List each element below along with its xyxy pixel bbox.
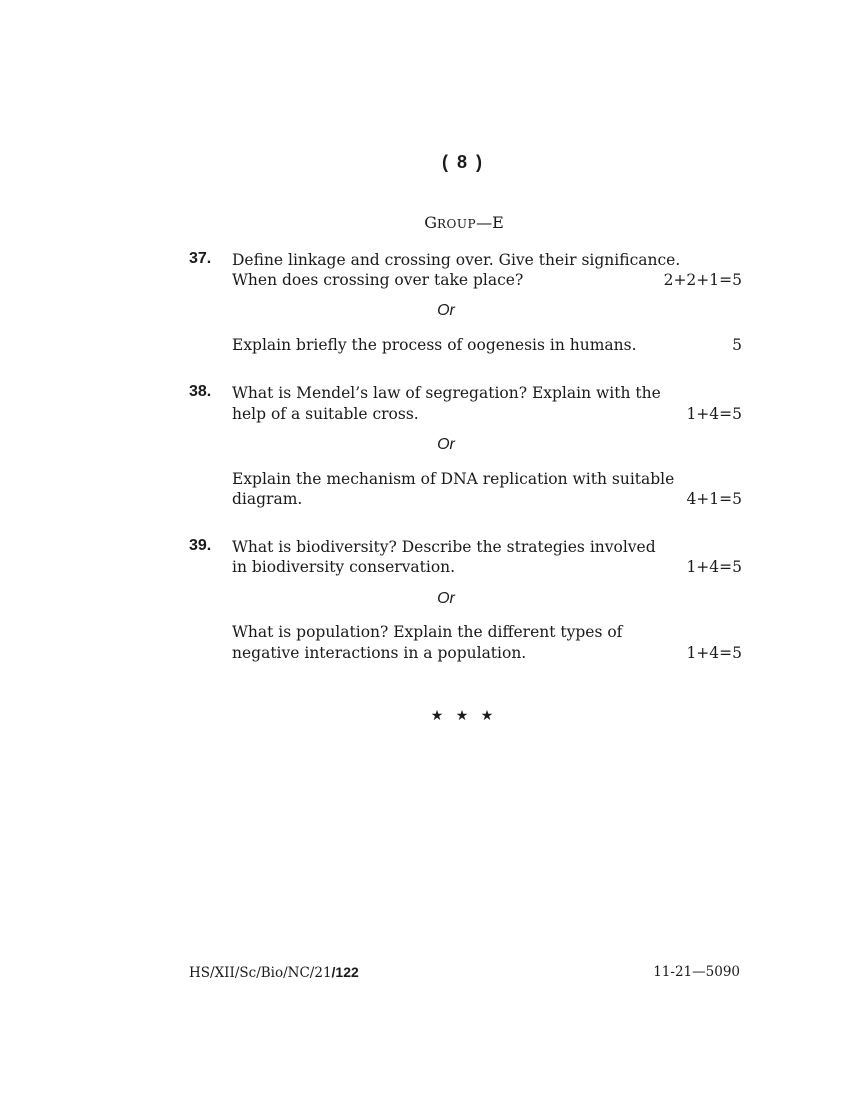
question-number: 39. xyxy=(189,537,212,554)
question-text: in biodiversity conservation. xyxy=(232,558,456,576)
print-code: 11-21—5090 xyxy=(653,964,740,980)
end-marker: ★ ★ ★ xyxy=(430,708,498,724)
or-separator: Or xyxy=(437,436,455,453)
paper-code-suffix: /122 xyxy=(331,964,359,980)
question-text-line xyxy=(232,404,742,424)
alternative-text: diagram. xyxy=(232,490,303,508)
question-number: 38. xyxy=(189,383,212,400)
alternative-text-line xyxy=(232,335,742,355)
paper-code xyxy=(189,964,359,981)
marks: 1+4=5 xyxy=(686,405,742,423)
group-title xyxy=(0,213,850,232)
or-separator: Or xyxy=(437,302,455,319)
alternative-text-line: Explain the mechanism of DNA replication with suitable xyxy=(232,470,675,488)
marks: 5 xyxy=(732,336,742,354)
group-title-letter: —E xyxy=(476,213,504,232)
question-text-line: What is biodiversity? Describe the strategies involved xyxy=(232,538,656,556)
group-title-initial: G xyxy=(424,213,438,232)
alternative-text-line xyxy=(232,643,742,663)
marks: 4+1=5 xyxy=(686,490,742,508)
question-text-line: What is Mendel’s law of segregation? Explain with the xyxy=(232,384,661,402)
paper-code-prefix: HS/XII/Sc/Bio/NC/21 xyxy=(189,965,332,981)
alternative-text: negative interactions in a population. xyxy=(232,644,527,662)
alternative-text-line: What is population? Explain the different types of xyxy=(232,623,623,641)
marks: 1+4=5 xyxy=(686,644,742,662)
question-text: help of a suitable cross. xyxy=(232,405,419,423)
question-text: When does crossing over take place? xyxy=(232,271,524,289)
alternative-text: Explain briefly the process of oogenesis in humans. xyxy=(232,336,637,354)
question-text-line xyxy=(232,270,742,290)
or-separator: Or xyxy=(437,590,455,607)
question-text-line xyxy=(232,557,742,577)
marks: 2+2+1=5 xyxy=(663,271,742,289)
group-title-smallcaps: ROUP xyxy=(437,217,477,231)
alternative-text-line xyxy=(232,489,742,509)
question-number: 37. xyxy=(189,250,212,267)
marks: 1+4=5 xyxy=(686,558,742,576)
page-number: ( 8 ) xyxy=(441,152,484,172)
question-text-line: Define linkage and crossing over. Give their significance. xyxy=(232,251,681,269)
